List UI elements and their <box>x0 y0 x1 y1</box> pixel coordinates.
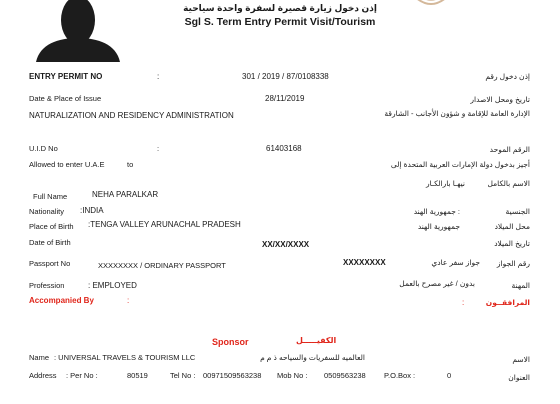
per-no-value: 80519 <box>127 371 148 380</box>
uid-label-ar: الرقم الموحد <box>489 145 530 154</box>
sponsor-name-value: : UNIVERSAL TRAVELS & TOURISM LLC <box>54 353 196 362</box>
date-place-label-ar: تاريخ ومحل الاصدار <box>470 95 530 104</box>
pobox-label: P.O.Box : <box>384 371 416 380</box>
full-name-label-ar: الاسم بالكامل <box>487 179 530 188</box>
passport-label: Passport No <box>29 259 71 268</box>
accompanied-colon-right: : <box>462 298 465 307</box>
entry-permit-label-ar: إذن دخول رقم <box>485 72 530 81</box>
full-name-value: NEHA PARALKAR <box>92 190 159 199</box>
accompanied-label: Accompanied By <box>29 296 94 305</box>
issuing-authority: NATURALIZATION AND RESIDENCY ADMINISTRATION <box>29 111 234 120</box>
full-name-label: Full Name <box>33 192 68 201</box>
full-name-value-ar: نيهـا بارالكـار <box>426 179 465 188</box>
mob-value: 0509563238 <box>324 371 366 380</box>
sponsor-name-value-ar: العالميه للسفريات والسياحه ذ م م <box>260 353 365 362</box>
accompanied-colon-left: : <box>127 296 130 305</box>
sponsor-heading-ar: الكفيـــــل <box>296 336 337 345</box>
sponsor-name-label-ar: الاسم <box>512 355 530 364</box>
allowed-label-ar: أجيز بدخول دولة الإمارات العربية المتحدة إلى <box>390 160 530 169</box>
dob-value: XX/XX/XXXX <box>262 240 310 249</box>
address-label-ar: العنوان <box>508 373 530 382</box>
passport-value: XXXXXXXX / ORDINARY PASSPORT <box>98 261 226 270</box>
pob-value-ar: جمهورية الهند <box>417 222 460 231</box>
entry-permit-value: 301 / 2019 / 87/0108338 <box>242 72 329 81</box>
entry-permit-colon: : <box>157 72 160 81</box>
passport-label-ar: رقم الجواز <box>496 259 530 268</box>
per-no-label: : Per No : <box>66 371 98 380</box>
allowed-label: Allowed to enter U.A.E <box>29 160 105 169</box>
pob-label-ar: محل الميلاد <box>494 222 530 231</box>
sponsor-heading: Sponsor <box>212 337 249 347</box>
profession-label-ar: المهنة <box>511 281 530 290</box>
nationality-label-ar: الجنسية <box>505 207 530 216</box>
nationality-label: Nationality <box>29 207 65 216</box>
tel-value: 00971509563238 <box>203 371 262 380</box>
uid-label: U.I.D No <box>29 144 58 153</box>
profession-label: Profession <box>29 281 65 290</box>
uid-colon: : <box>157 144 160 153</box>
passport-number-right: XXXXXXXX <box>343 258 386 267</box>
address-label: Address <box>29 371 57 380</box>
accompanied-label-ar: المرافقــون <box>485 298 530 307</box>
uid-value: 61403168 <box>266 144 302 153</box>
title-arabic: إذن دخول زيارة قصيرة لسفرة واحدة سياحية <box>183 3 377 13</box>
dob-label: Date of Birth <box>29 238 71 247</box>
pob-label: Place of Birth <box>29 222 74 231</box>
tel-label: Tel No : <box>170 371 196 380</box>
passport-type-ar: جواز سفر عادي <box>431 258 480 267</box>
nationality-value-ar: : جمهورية الهند <box>413 207 460 216</box>
dob-label-ar: تاريخ الميلاد <box>494 239 530 248</box>
nationality-value: :INDIA <box>80 206 104 215</box>
issuing-authority-ar: الإدارة العامة للإقامة و شؤون الأجانب - الشارقة <box>384 109 530 118</box>
entry-permit-label: ENTRY PERMIT NO <box>29 72 103 81</box>
issue-date: 28/11/2019 <box>265 94 305 103</box>
mob-label: Mob No : <box>277 371 308 380</box>
pobox-value: 0 <box>447 371 452 380</box>
allowed-to: to <box>127 160 134 169</box>
pob-value: :TENGA VALLEY ARUNACHAL PRADESH <box>88 220 241 229</box>
profession-value-ar: بدون / غير مصرح بالعمل <box>399 279 475 288</box>
sponsor-name-label: Name <box>29 353 50 362</box>
profession-value: : EMPLOYED <box>88 281 137 290</box>
title-english: Sgl S. Term Entry Permit Visit/Tourism <box>184 16 376 28</box>
date-place-label: Date & Place of Issue <box>29 94 102 103</box>
